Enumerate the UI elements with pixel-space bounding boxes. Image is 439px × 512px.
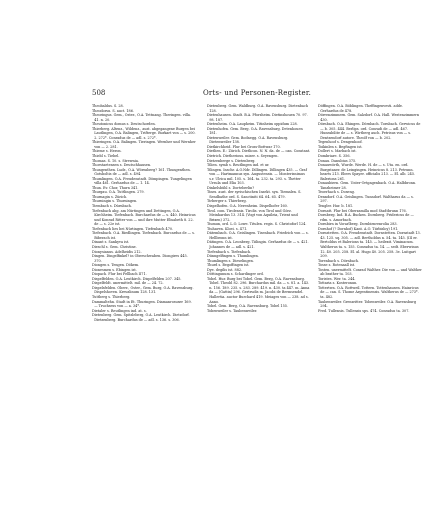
index-entry: Tiumun, ord. L.O. Lowe. Titulen. regis. S. Christoforl 124.: [207, 222, 307, 227]
index-entry: Theutonicus domus s. Deutschorden.: [92, 122, 156, 127]
index-entry: Thomas. S. 10. s. Strewnia.: [92, 158, 139, 163]
index-entry: Dörrenzimmern. Gem. Salzdorf. O.A. Hall. Westenzimmern 430.: [318, 113, 420, 122]
index-entry: Tosten. unermittelt. Conrad Walther. Die von — und Walther ab brather ta. 103.: [318, 267, 422, 277]
index-entry: Tegenhoof s. Dengenhoof.: [318, 140, 363, 145]
index-entry: Tobel. Gem. Berg, O.A. Ravensburg. Tobel 155.: [207, 304, 288, 309]
index-entry: Dispelfeldt. unermittelt. mil. de — 24. 72.: [92, 281, 164, 286]
index-entry: Thumlingen. O.A. Freudenstadt. Dömpingen. Tungelingen villa 461. Gerhardus de — 1. 14.: [92, 176, 192, 186]
index-entry: Tiefenbach s. Tiefenbach.: [207, 249, 252, 254]
index-entry: Döttingunum s. Schardinger ord.: [207, 272, 264, 277]
index-entry: Dietenberg. Gem. Waldburg. O.A. Ravensburg. Dietenbach 128.: [207, 104, 309, 113]
index-entry: Dornhof (? Dornhof) Kant. A.O. Tiirbisloy) 191.: [318, 226, 399, 231]
index-entry: Dietaler s. Reutlingen ind. at. s.: [92, 308, 147, 313]
index-entry: Tengler. Hur. b. 181.: [318, 204, 354, 209]
index-entry: Dammaltehn. Stadt in Et. Thuringen. Diamanrosuser 169. — Truchsess von — a. 34*.: [92, 299, 192, 309]
index-entry: Dietzenberge s. Dietenberg.: [207, 158, 256, 163]
index-entry: Tilingen. Inschr. A.O.Ndr. Dillingen. Dillingen 435. — Graf von — Hartmannus syn. Augustensis. — Monterisnimus s.r. Ulrica mil. 105. s. 164. ta. 232. ta. 293. s. Thetter Ursula und Elia 103.: [207, 167, 307, 186]
index-entry: Döffingen. O.A. Böblingen. Theffingenvesti. adde. Gerhardus de 478.: [318, 104, 403, 113]
running-title: Orts- und Personen-Register.: [202, 89, 312, 97]
index-entry: Tottaria s. Kosteronun.: [318, 281, 358, 286]
index-entry: Dietrich. Dietherious. miser. s. Seyengen.: [207, 154, 279, 159]
index-entry: Tiefenbach abg. am Nürtingen und Dettingen, O.A. Kirchheim. Tiefenbach. Burchardus de — s. 440. Heinricus und Konrad Ritter von — und ihre Mutter Elisabeth 8. 22. de — s. 22e ist.: [92, 208, 196, 227]
index-entry: Dionesmen s. Ebingen ist.: [92, 267, 137, 272]
index-entry: Tirol. com. Tirolensis. Tirolis. von Tirol und Görz. Meinhardus 13. 314. (Vogt von Aquileia, Trient und Brixen) 372.: [207, 208, 298, 222]
index-entry: Donau. Danubius 375.: [318, 158, 357, 163]
index-entry: Dietenhausen. Stadt. B.A. Pforzheim. Dietinshouen 70. 97. 98. 187.: [207, 113, 308, 122]
index-entry: Dispelsfelden. Oberr., Oster., Gem. Burg, O.A. Ravensburg. Dispelshoven. Kreuzlinum 128. 131.: [92, 285, 194, 295]
index-entry: Dinkelsbühl s. Dorteberlin?: [207, 185, 255, 190]
index-entry: Dornberg. Ind. B.A. Bucken. Dornberg. Fridericus de — rdm. s. Amorbach.: [318, 213, 414, 222]
index-entry: Thurnagin s. Zürich.: [92, 194, 128, 199]
index-entry: Thiebl s. Tiebel.: [92, 154, 120, 159]
index-entry: Thurd s. Begoffingen ist.: [207, 263, 250, 268]
index-entry: Taubenweiler. Grenzritter. Tobenweiler. O.A. Ravensburg 294.: [318, 299, 416, 309]
index-entry: Theodorus. S. auct. 186.: [92, 108, 134, 113]
index-entry: Dörnbach. O.A. Ehingen. Dörnbach. Tornbach. Gerwicus de — b. 305. 444. Berlips. ord. Conradi de — adl. 467. Hunrabilite de — s. Wirtberg auch. Petrisus von — s. Dentzendorf autore. Theolf von — b. 202.: [318, 122, 421, 140]
index-entry: Dietenhofen. Gem. Berg. O.A. Ravensburg. Detenhouen 181.: [207, 126, 303, 136]
index-entry: Dietkirchheid. Flur bei Gross-Bottwar 170.: [207, 144, 281, 149]
index-entry: Thieme s. Heron.: [92, 149, 122, 154]
index-entry: Toikinlen s. Begfingen ist.: [318, 144, 363, 149]
index-entry: Thierberg. Altenz., Wildenz., aust. abgegangene Burgen bei Lautlingen, O.A. Balingen, Trifterge. Burkart von — s. 200. 2. 272*. Conradus de — adl. s. 272*.: [92, 126, 196, 140]
index-entry: Tilien. symb s. Reutlingen ind. et ur.: [207, 163, 270, 168]
index-entry: Fred. Tullensis. Tullensis sps. 474. Conradus ta. 307.: [318, 308, 410, 313]
index-entry: Tuttberg s. Thierberg.: [92, 294, 131, 299]
index-entry: Donauwörth, Wurde. Werde. H. de — s. Uta. en. ord. Burgstaner. de Leingingen. Heinricus 8. 213. Petrunn. hearts 213. Ebers Spayer. officialis 213. — El. alb. 245. Balerions 261.: [318, 163, 416, 181]
index-entry: Thieringen. O.A. Balingen. Tieringen. Wernher und Wernher von — 2. 281.: [92, 140, 196, 149]
index-entry: Tobenweiler s. Taubenweiler.: [207, 308, 258, 313]
index-entry: Tirberger s. Thierberg.: [207, 199, 247, 204]
page-header: [92, 87, 422, 99]
index-entry: Thungenthen. Ludr., O.A. Wörnsberg? 161. Thungenthen. Gotsboltis de — adl. s. 494.: [92, 167, 191, 177]
index-entry: Tiefenbach. O.A. Riedlingen. Tiefenbach. Burcardus de — s. Biberach ist.: [92, 231, 195, 240]
index-entry: Tosse s. Rotenaall ist.: [318, 263, 356, 268]
index-entry: Tottertwa. O.A. Rottweil. Tottern. Tottenhausen. Hainricus de — can. S. Thome Argentinensis. Waltherus de — 273*. ta. 482.: [318, 285, 419, 299]
index-entry: Thurgau. O.A. Tuttlingen. 279.: [92, 190, 145, 195]
index-entry: Denndorf. O.A. Geislingen. Tunndorf. Waltharus da — s. 297.: [318, 194, 414, 204]
index-entry: Dieschl s. Gem. Christine.: [92, 244, 137, 249]
index-entry: Teoerhach s. Doseng.: [318, 190, 355, 195]
index-entry: Tiembach s. Dürnbach.: [92, 204, 132, 209]
index-entry: Dionysianus. Adelheidis 212.: [92, 249, 142, 254]
index-entry: Torenbach s. Dörnbach.: [318, 258, 360, 263]
index-column-left: [92, 104, 196, 372]
index-entry: Dingen. Dingelfinkel? in Oberschwaben. Diongires 445. 370.: [92, 254, 188, 263]
index-entry: Tiefenbach lies bei Nürtingen. Tiefenbach 470.: [92, 226, 174, 231]
index-entry: Dinant s. Sankyva ist.: [92, 240, 130, 245]
index-entry: Dornstetten. O.A. Freudenstadt. Dornstetten. Dornstadt 13. 43. 125. sq. 305. — adl. Bertholdus n. 54. ta. 145. (III er. Bertoldus et Balerions ta. 145. — heilexit. Viminacum. Waltherus ta. s. 155. Conradus ta. 14. — sedt. Eberwinus 12. 40. 205. 258. El. al. Hugo 40. 205. 258. 3e. Luitgart 209.: [318, 231, 421, 259]
index-entry: Dätingen. O.A. Leonberg. Tiilingin. Gerhardus de — s. 421. Johannes de — adl. s. 421.: [207, 240, 309, 249]
index-entry: Theobaldus. S. 28.: [92, 104, 124, 108]
index-column-middle: [207, 104, 311, 372]
index-entry: Dietenberg. Gem. Spitzleberg, O.A. Leutkirch. Dietzdorf. Dietzenberg. Burchardus de — adl. s. 136. s. 306.: [92, 313, 190, 322]
index-entry: Thurningin s. Thurningen.: [92, 199, 138, 204]
index-entry: Thorstaetensen s. Deutschhausen.: [92, 163, 152, 168]
index-entry: Dollert s. Marbach ist.: [318, 149, 357, 154]
index-entry: Diopach. Flur bei Fellbach II71.: [92, 272, 147, 277]
index-entry: Tobel. Hur. Burg bei Tobel. Gem. Berg, O.A. Ravensburg. Tobel. Theobl 82. 296. Burchardus mil. da — s. 81. a. 143. n. 156. 189. 235. s. 283. 289. 419. n. 430. ta 447. m. Anna da — (Gattin) 296. Gertrudis m. Jacobi de Bermsendel. Hallertia. auctor Burchard 419. Meiages von — 238. ad s. Anno.: [207, 276, 310, 304]
index-entry: Dietlien. E.: Zürich. Dietlicon. N. N. da. de — can. Constant.: [207, 149, 311, 154]
index-entry: Dornbirn in Vorarlberg. Dornbirnrenrolia 283.: [318, 222, 398, 227]
index-entry: Dünngelfingen s. Thumlingen.: [207, 254, 259, 259]
index-entry: Dye. degilis ist. 882.: [207, 267, 243, 272]
index-entry: Theoringus. Gem., Oster., O.A. Tettnang. Theringen. villa. 41. n. 20.: [92, 113, 191, 122]
index-entry: Dispelhofen. O.A. Nerenheim. Dispelhofer 160.: [207, 204, 288, 209]
index-entry: Tines. aust. der syrischischen Insekt. syn. Tiemnlen. S. Sendbathe ord. S. Sanctiniti 64. 64. 65. 479.: [207, 190, 302, 199]
page-number: 508: [92, 89, 106, 97]
index-entry: Dietenheim. O.A. Laupheim. Titinheim oppidum 228.: [207, 122, 298, 127]
index-entry: Dispelfelden. O.A. Leutkirch. Dispelfelden 207. 345.: [92, 276, 182, 281]
index-entry: Dombriare. S. 356.: [318, 154, 351, 159]
index-entry: Thun. Ev. Chor, Thurn 341.: [92, 185, 139, 190]
index-entry: Dornatt. Flur bei Oberzamilla mod Stadtbrunn 176.: [318, 208, 407, 213]
index-entry: Donaubiern. Gem. Unter-Ortgagenbach. O.A. Halbbronn. Tanzheimer 28.: [318, 181, 417, 190]
index-entry: Diongen s. Tengen. Dökem.: [92, 263, 140, 268]
index-entry: Thumlingen s. Dieselingen.: [207, 258, 254, 263]
index-entry: Dietenweiler. Gem. Bodnegg. O.A. Ravensburg. Dietenweiler 138.: [207, 135, 289, 145]
index-column-right: [318, 104, 422, 372]
index-entry: Toristes. Wer. ta. 244.: [318, 276, 356, 281]
index-entry: Dätembach. O.A. Geislingen. Tisenbach. Friedrich von — s. Hellbronn ist.: [207, 231, 309, 240]
index-entry: Tiuhaven. Kloei. s. 471.: [207, 226, 248, 231]
